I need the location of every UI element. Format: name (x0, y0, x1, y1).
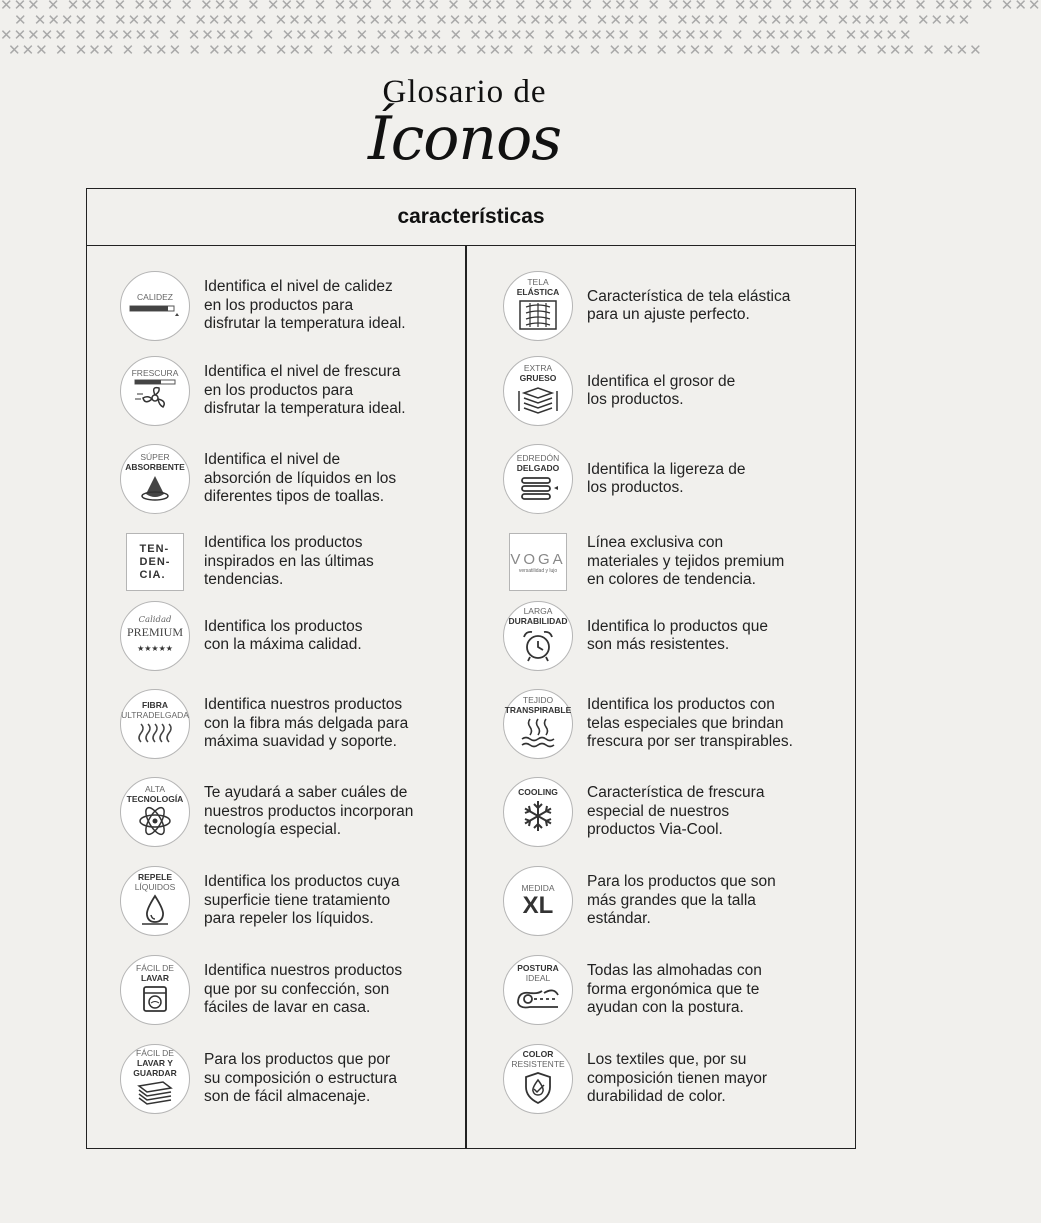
icon-label-top: TEJIDO (522, 694, 554, 705)
item-description: Todas las almohadas con forma ergonómica que te ayudan con la postura. (587, 962, 762, 1017)
icon-label-top: Calidad (138, 615, 172, 625)
icon-label-bold: ELÁSTICA (516, 286, 560, 297)
water-drop-glyph-icon (140, 892, 170, 931)
icon-label-top: SÚPER (140, 451, 170, 462)
icon-label-bold: TEN- DEN- CIA. (139, 542, 171, 581)
right-glossary-item-2 (503, 356, 863, 430)
stars-icon (135, 639, 175, 657)
icon-label-top: FÁCIL DE (136, 962, 174, 973)
icon-label-top: TELA (527, 276, 549, 287)
layers-icon (503, 356, 573, 426)
item-description: Te ayudará a saber cuáles de nuestros productos incorporan tecnología especial. (204, 784, 414, 839)
item-description: Para los productos que por su composición o estructura son de fácil almacenaje. (204, 1051, 397, 1106)
icon-label-bold: XL (522, 892, 554, 919)
folded-stack-glyph-icon (135, 1078, 175, 1111)
page-title-line2: Íconos (368, 104, 561, 174)
item-description: Identifica los productos inspirados en las últimas tendencias. (204, 534, 374, 589)
thin-layers-glyph-icon (516, 473, 560, 506)
icon-label-top: EXTRA (523, 362, 553, 373)
item-description: Identifica lo productos que son más resistentes. (587, 617, 768, 653)
item-description: Identifica nuestros productos con la fibra más delgada para máxima suavidad y soporte. (204, 696, 409, 751)
item-description: Identifica los productos cuya superficie tiene tratamiento para repeler los líquidos. (204, 873, 400, 928)
left-glossary-item-3 (120, 444, 480, 518)
decorative-cross-stitch-pattern: ✕✕✕ ✕ ✕✕✕ ✕ ✕✕✕ ✕ ✕✕✕ ✕ ✕✕✕ ✕ ✕✕✕ ✕ ✕✕✕ ✕ ✕✕✕ ✕ ✕✕✕ ✕ ✕✕✕ ✕ ✕✕✕ ✕ ✕✕✕ ✕ ✕✕✕ ✕ ✕✕✕ ✕ ✕✕✕ ✕ ✕✕✕ ✕ ✕✕✕✕ ✕ ✕✕✕✕ ✕ ✕✕✕✕ ✕ ✕✕✕✕ ✕ ✕✕✕✕ ✕ ✕✕✕✕ ✕ ✕✕✕✕ ✕ ✕✕✕✕ ✕ ✕✕✕✕ ✕ ✕✕✕✕ ✕ ✕✕✕✕ ✕ ✕✕✕✕ ✕✕✕✕✕ ✕ ✕✕✕✕✕ ✕ ✕✕✕✕✕ ✕ ✕✕✕✕✕ ✕ ✕✕✕✕✕ ✕ ✕✕✕✕✕ ✕ ✕✕✕✕✕ ✕ ✕✕✕✕✕ ✕ ✕✕✕✕✕ ✕ ✕✕✕✕✕ ✕✕✕ ✕ ✕✕✕ ✕ ✕✕✕ ✕ ✕✕✕ ✕ ✕✕✕ ✕ ✕✕✕ ✕ ✕✕✕ ✕ ✕✕✕ ✕ ✕✕✕ ✕ ✕✕✕ ✕ ✕✕✕ ✕ ✕✕✕ ✕ ✕✕✕ ✕ ✕✕✕ ✕ ✕✕✕ (0, 0, 1041, 59)
wavy-fiber-glyph-icon (138, 720, 172, 749)
icon-label-bold: DELGADO (516, 462, 560, 473)
icon-label-top: RESISTENTE (511, 1058, 565, 1069)
drop-absorb-glyph-icon (140, 472, 170, 507)
wavy-fiber-icon (120, 689, 190, 759)
icon-label-bold: TRANSPIRABLE (504, 704, 572, 715)
thermometer-bar-icon (120, 271, 190, 341)
right-glossary-item-1 (503, 271, 863, 345)
icon-label-top: versatilidad y lujo (518, 567, 558, 574)
icon-label-top: EDREDÓN (516, 452, 560, 463)
icon-label-bold: COLOR (522, 1048, 554, 1059)
atom-icon (120, 777, 190, 847)
icon-label-bold: ABSORBENTE (125, 461, 185, 472)
thin-layers-icon (503, 444, 573, 514)
icon-label-bold: DURABILIDAD (508, 615, 568, 626)
right-glossary-item-8 (503, 866, 863, 940)
xl-size-icon (503, 866, 573, 936)
pillow-posture-icon (503, 955, 573, 1025)
left-glossary-item-10 (120, 1044, 480, 1118)
item-description: Identifica el nivel de absorción de líquidos en los diferentes tipos de toallas. (204, 451, 397, 506)
left-glossary-item-5 (120, 601, 480, 675)
icon-label-bold: COOLING (518, 786, 558, 797)
right-glossary-item-6 (503, 689, 863, 763)
right-glossary-item-5 (503, 601, 863, 675)
shield-drop-icon (503, 1044, 573, 1114)
drop-absorb-icon (120, 444, 190, 514)
right-glossary-item-10 (503, 1044, 863, 1118)
icon-label-top: MEDIDA (521, 883, 555, 893)
pillow-posture-glyph-icon (514, 983, 562, 1018)
icon-label-top: FIBRA (142, 699, 168, 710)
left-glossary-item-4 (120, 527, 480, 601)
item-description: Identifica nuestros productos que por su confección, son fáciles de lavar en casa. (204, 962, 403, 1017)
shield-drop-glyph-icon (523, 1069, 553, 1110)
layers-glyph-icon (516, 383, 560, 420)
item-description: Identifica el nivel de calidez en los productos para disfrutar la temperatura ideal. (204, 278, 406, 333)
item-description: Línea exclusiva con materiales y tejidos premium en colores de tendencia. (587, 534, 785, 589)
icon-label-top: REPELE (137, 871, 172, 882)
svg-text:★★★★★: ★★★★★ (137, 644, 173, 653)
icon-label-bold: TECNOLOGÍA (126, 793, 184, 804)
snowflake-icon (503, 777, 573, 847)
left-glossary-item-8 (120, 866, 480, 940)
stretch-fabric-icon (503, 271, 573, 341)
icon-label-top: FÁCIL DE (136, 1047, 174, 1058)
right-glossary-item-4 (503, 527, 863, 601)
icon-label-bold: LAVAR Y GUARDAR (133, 1057, 177, 1078)
icon-label-bold: POSTURA (517, 962, 559, 973)
alarm-clock-glyph-icon (520, 626, 556, 667)
stretch-fabric-glyph-icon (516, 297, 560, 336)
item-description: Identifica el grosor de los productos. (587, 372, 736, 408)
snowflake-glyph-icon (521, 797, 555, 838)
icon-label-bold: LÍQUIDOS (134, 881, 176, 892)
icon-label-bold: GRUESO (519, 372, 557, 383)
icon-label-top: FRESCURA (131, 367, 179, 378)
fan-glyph-icon (133, 378, 177, 415)
icon-label-bold: ULTRADELGADA (121, 709, 189, 720)
fan-icon (120, 356, 190, 426)
left-glossary-item-9 (120, 955, 480, 1029)
right-glossary-item-3 (503, 444, 863, 518)
right-glossary-item-9 (503, 955, 863, 1029)
item-description: Identifica el nivel de frescura en los productos para disfrutar la temperatura ideal. (204, 363, 406, 418)
item-description: Los textiles que, por su composición tienen mayor durabilidad de color. (587, 1051, 768, 1106)
icon-label-bold: VOGA (510, 550, 566, 568)
atom-glyph-icon (138, 804, 172, 841)
icon-label-bold: PREMIUM (126, 625, 183, 639)
breathable-glyph-icon (518, 715, 558, 754)
item-description: Identifica la ligereza de los productos. (587, 460, 746, 496)
washing-machine-glyph-icon (142, 983, 168, 1018)
item-description: Identifica los productos con la máxima calidad. (204, 617, 363, 653)
glossary-table (86, 188, 856, 1149)
icon-label-top: ALTA (145, 783, 165, 794)
folded-stack-icon (120, 1044, 190, 1114)
water-drop-icon (120, 866, 190, 936)
tendencia-logo-icon (126, 533, 184, 591)
left-glossary-item-6 (120, 689, 480, 763)
left-glossary-item-2 (120, 356, 480, 430)
icon-label-top: LARGA (523, 605, 553, 616)
voga-logo-icon (509, 533, 567, 591)
icon-label-top: IDEAL (525, 972, 551, 983)
washing-machine-icon (120, 955, 190, 1025)
page-title-line1: Glosario de (382, 74, 547, 110)
icon-label-top: CALIDEZ (137, 291, 173, 302)
left-glossary-item-1 (120, 271, 480, 345)
icon-label-bold: LAVAR (140, 972, 169, 983)
item-description: Identifica los productos con telas especiales que brindan frescura por ser transpirables. (587, 696, 793, 751)
left-glossary-item-7 (120, 777, 480, 851)
item-description: Característica de tela elástica para un ajuste perfecto. (587, 287, 791, 323)
alarm-clock-icon (503, 601, 573, 671)
premium-stars-icon (120, 601, 190, 671)
breathable-icon (503, 689, 573, 759)
item-description: Característica de frescura especial de nuestros productos Via-Cool. (587, 784, 765, 839)
thermometer-bar-glyph-icon (129, 302, 181, 321)
right-glossary-item-7 (503, 777, 863, 851)
item-description: Para los productos que son más grandes que la talla estándar. (587, 873, 776, 928)
section-heading: características (87, 189, 855, 246)
